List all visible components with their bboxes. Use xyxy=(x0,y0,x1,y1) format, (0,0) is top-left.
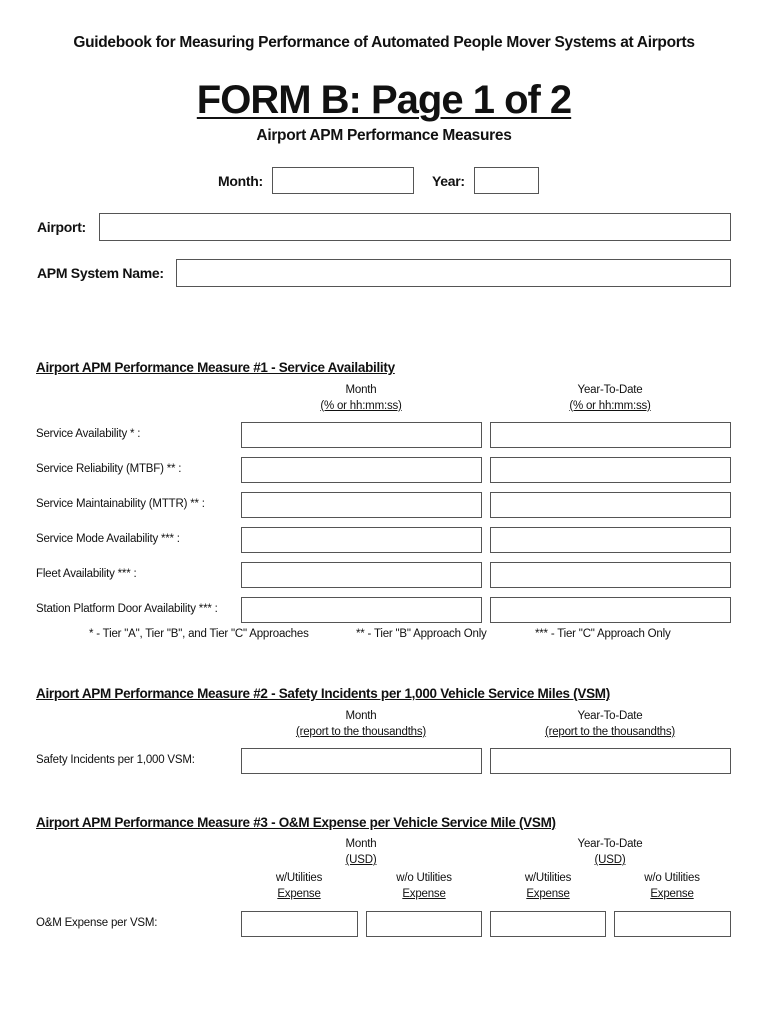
month-input[interactable] xyxy=(272,167,414,194)
system-name-input[interactable] xyxy=(176,259,731,287)
measure3-month-label: Month xyxy=(345,838,377,850)
measure3-month-header xyxy=(241,836,481,868)
form-subtitle: Airport APM Performance Measures xyxy=(256,127,512,144)
tier-note-all: * - Tier "A", Tier "B", and Tier "C" Approaches xyxy=(89,628,309,640)
fleet-availability-ytd-input[interactable] xyxy=(490,562,731,588)
without-utilities-line1: w/o Utilities xyxy=(644,872,700,884)
measure2-ytd-unit: (report to the thousandths) xyxy=(544,726,676,738)
measure2-row-label: Safety Incidents per 1,000 VSM: xyxy=(36,754,195,766)
fleet-availability-month-input[interactable] xyxy=(241,562,482,588)
measure1-ytd-label: Year-To-Date xyxy=(577,384,643,396)
service-maintainability-ytd-input[interactable] xyxy=(490,492,731,518)
measure3-month-with-utilities-header xyxy=(241,870,357,902)
tier-note-b: ** - Tier "B" Approach Only xyxy=(356,628,487,640)
form-title-text: FORM B: Page 1 of 2 xyxy=(196,78,572,122)
year-input[interactable] xyxy=(474,167,539,194)
platform-door-availability-ytd-input[interactable] xyxy=(490,597,731,623)
measure1-title: Airport APM Performance Measure #1 - Service Availability xyxy=(36,360,395,375)
measure2-month-header xyxy=(241,708,481,740)
measure1-ytd-unit: (% or hh:mm:ss) xyxy=(569,400,651,412)
form-title xyxy=(0,78,768,123)
without-utilities-line2: Expense xyxy=(402,888,446,900)
service-mode-availability-ytd-input[interactable] xyxy=(490,527,731,553)
measure3-ytd-unit: (USD) xyxy=(594,854,626,866)
safety-incidents-ytd-input[interactable] xyxy=(490,748,731,774)
service-mode-availability-month-input[interactable] xyxy=(241,527,482,553)
measure2-ytd-label: Year-To-Date xyxy=(577,710,643,722)
with-utilities-line2: Expense xyxy=(526,888,570,900)
guidebook-title: Guidebook for Measuring Performance of Automated People Mover Systems at Airports xyxy=(73,34,695,51)
safety-incidents-month-input[interactable] xyxy=(241,748,482,774)
measure3-row-label: O&M Expense per VSM: xyxy=(36,917,158,929)
measure2-month-label: Month xyxy=(345,710,377,722)
measure3-ytd-without-utilities-header xyxy=(614,870,730,902)
without-utilities-line1: w/o Utilities xyxy=(396,872,452,884)
without-utilities-line2: Expense xyxy=(650,888,694,900)
measure3-ytd-header xyxy=(490,836,730,868)
measure1-row-label: Service Mode Availability *** : xyxy=(36,533,180,545)
measure1-row-label: Service Reliability (MTBF) ** : xyxy=(36,463,182,475)
measure3-month-unit: (USD) xyxy=(345,854,377,866)
service-maintainability-month-input[interactable] xyxy=(241,492,482,518)
measure3-ytd-label: Year-To-Date xyxy=(577,838,643,850)
with-utilities-line1: w/Utilities xyxy=(524,872,572,884)
with-utilities-line2: Expense xyxy=(277,888,321,900)
measure1-row-label: Service Availability * : xyxy=(36,428,141,440)
service-reliability-month-input[interactable] xyxy=(241,457,482,483)
om-expense-ytd-without-utilities-input[interactable] xyxy=(614,911,731,937)
month-label: Month: xyxy=(218,173,263,189)
platform-door-availability-month-input[interactable] xyxy=(241,597,482,623)
measure1-month-header xyxy=(241,382,481,414)
tier-note-c: *** - Tier "C" Approach Only xyxy=(535,628,671,640)
measure1-row-label: Station Platform Door Availability *** : xyxy=(36,603,218,615)
airport-label: Airport: xyxy=(37,219,86,235)
system-name-label: APM System Name: xyxy=(37,265,164,281)
airport-input[interactable] xyxy=(99,213,731,241)
measure3-ytd-with-utilities-header xyxy=(490,870,606,902)
om-expense-ytd-with-utilities-input[interactable] xyxy=(490,911,606,937)
om-expense-month-without-utilities-input[interactable] xyxy=(366,911,482,937)
measure2-title: Airport APM Performance Measure #2 - Safety Incidents per 1,000 Vehicle Service Miles (VSM) xyxy=(36,686,610,701)
measure3-month-without-utilities-header xyxy=(366,870,482,902)
measure1-ytd-header xyxy=(490,382,730,414)
service-availability-month-input[interactable] xyxy=(241,422,482,448)
measure1-month-label: Month xyxy=(345,384,377,396)
measure3-title: Airport APM Performance Measure #3 - O&M Expense per Vehicle Service Mile (VSM) xyxy=(36,815,556,830)
service-availability-ytd-input[interactable] xyxy=(490,422,731,448)
measure2-month-unit: (report to the thousandths) xyxy=(295,726,427,738)
with-utilities-line1: w/Utilities xyxy=(275,872,323,884)
measure1-row-label: Service Maintainability (MTTR) ** : xyxy=(36,498,205,510)
measure2-ytd-header xyxy=(490,708,730,740)
service-reliability-ytd-input[interactable] xyxy=(490,457,731,483)
measure1-month-unit: (% or hh:mm:ss) xyxy=(320,400,402,412)
measure1-row-label: Fleet Availability *** : xyxy=(36,568,137,580)
om-expense-month-with-utilities-input[interactable] xyxy=(241,911,358,937)
year-label: Year: xyxy=(432,173,465,189)
